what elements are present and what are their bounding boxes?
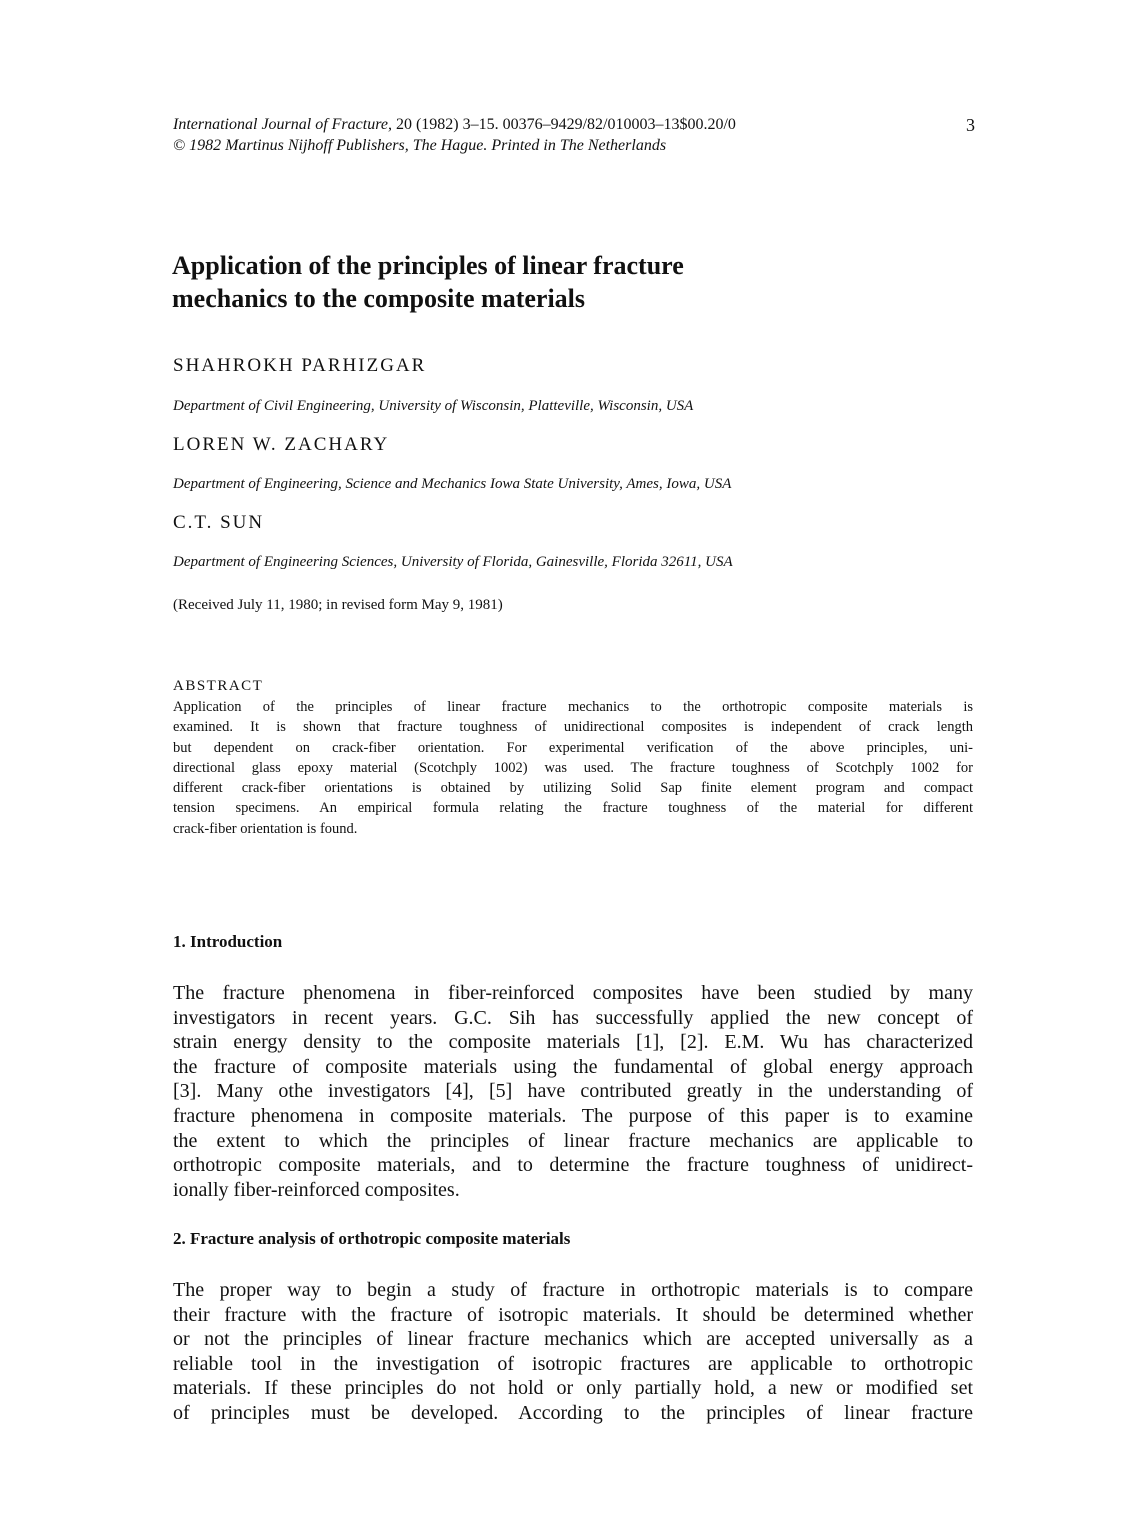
title-line: mechanics to the composite materials [172,284,586,313]
publisher-line: © 1982 Martinus Nijhoff Publishers, The Hague. Printed in The Netherlands [173,137,667,154]
title-line: Application of the principles of linear fracture [172,251,684,280]
journal-citation [173,115,736,135]
author-affiliation: Department of Engineering, Science and Mechanics Iowa State University, Ames, Iowa, USA [173,476,732,492]
abstract-line: directional glass epoxy material (Scotchply 1002) was used. The fracture toughness of Scotchply 1002 for [173,759,973,776]
body-line: orthotropic composite materials, and to determine the fracture toughness of unidirect- [173,1154,973,1177]
received-date: (Received July 11, 1980; in revised form May 9, 1981) [173,597,503,613]
author-name: SHAHROKH PARHIZGAR [173,355,427,376]
abstract-line: crack-fiber orientation is found. [173,820,358,837]
abstract-line: Application of the principles of linear fracture mechanics to the orthotropic composite materials is [173,699,973,715]
abstract-heading: ABSTRACT [173,678,264,694]
body-line: The fracture phenomena in fiber-reinforced composites have been studied by many [173,982,973,1004]
body-line: the extent to which the principles of linear fracture mechanics are applicable to [173,1129,973,1152]
body-line: of principles must be developed. According to the principles of linear fracture [173,1401,973,1424]
body-line: materials. If these principles do not hold or only partially hold, a new or modified set [173,1377,973,1400]
journal-volume-info: 20 (1982) 3–15. 00376–9429/82/010003–13$00.20/0 [395,116,736,133]
journal-name: International Journal of Fracture, [173,116,392,133]
body-line: The proper way to begin a study of fracture in orthotropic materials is to compare [173,1279,973,1301]
body-line: or not the principles of linear fracture mechanics which are accepted universally as a [173,1328,973,1351]
author-name: LOREN W. ZACHARY [173,434,390,455]
page-number: 3 [966,115,975,135]
body-line: reliable tool in the investigation of isotropic fractures are applicable to orthotropic [173,1352,973,1375]
body-line: investigators in recent years. G.C. Sih has successfully applied the new concept of [173,1006,973,1029]
author-affiliation: Department of Civil Engineering, University of Wisconsin, Platteville, Wisconsin, USA [173,398,694,414]
section-heading-fracture-analysis: 2. Fracture analysis of orthotropic composite materials [173,1229,571,1248]
body-line: their fracture with the fracture of isotropic materials. It should be determined whether [173,1303,973,1326]
abstract-line: examined. It is shown that fracture toughness of unidirectional composites is independent of crack length [173,719,973,736]
body-line: strain energy density to the composite materials [1], [2]. E.M. Wu has characterized [173,1031,973,1054]
author-name: C.T. SUN [173,512,265,533]
section-body-fracture-analysis [173,1278,973,1426]
body-line: the fracture of composite materials using the fundamental of global energy approach [173,1055,973,1078]
section-heading-introduction: 1. Introduction [173,932,283,951]
body-line: fracture phenomena in composite materials. The purpose of this paper is to examine [173,1104,973,1127]
paper-title [172,249,892,315]
abstract-line: but dependent on crack-fiber orientation. For experimental verification of the above principles, uni- [173,739,973,756]
section-body-introduction [173,981,973,1202]
body-line: [3]. Many othe investigators [4], [5] have contributed greatly in the understanding of [173,1080,973,1103]
abstract-body [173,697,973,839]
author-affiliation: Department of Engineering Sciences, University of Florida, Gainesville, Florida 32611, USA [173,554,733,570]
abstract-line: tension specimens. An empirical formula relating the fracture toughness of the material for different [173,800,973,817]
abstract-line: different crack-fiber orientations is obtained by utilizing Solid Sap finite element program and compact [173,780,973,797]
body-line: ionally fiber-reinforced composites. [173,1178,460,1201]
